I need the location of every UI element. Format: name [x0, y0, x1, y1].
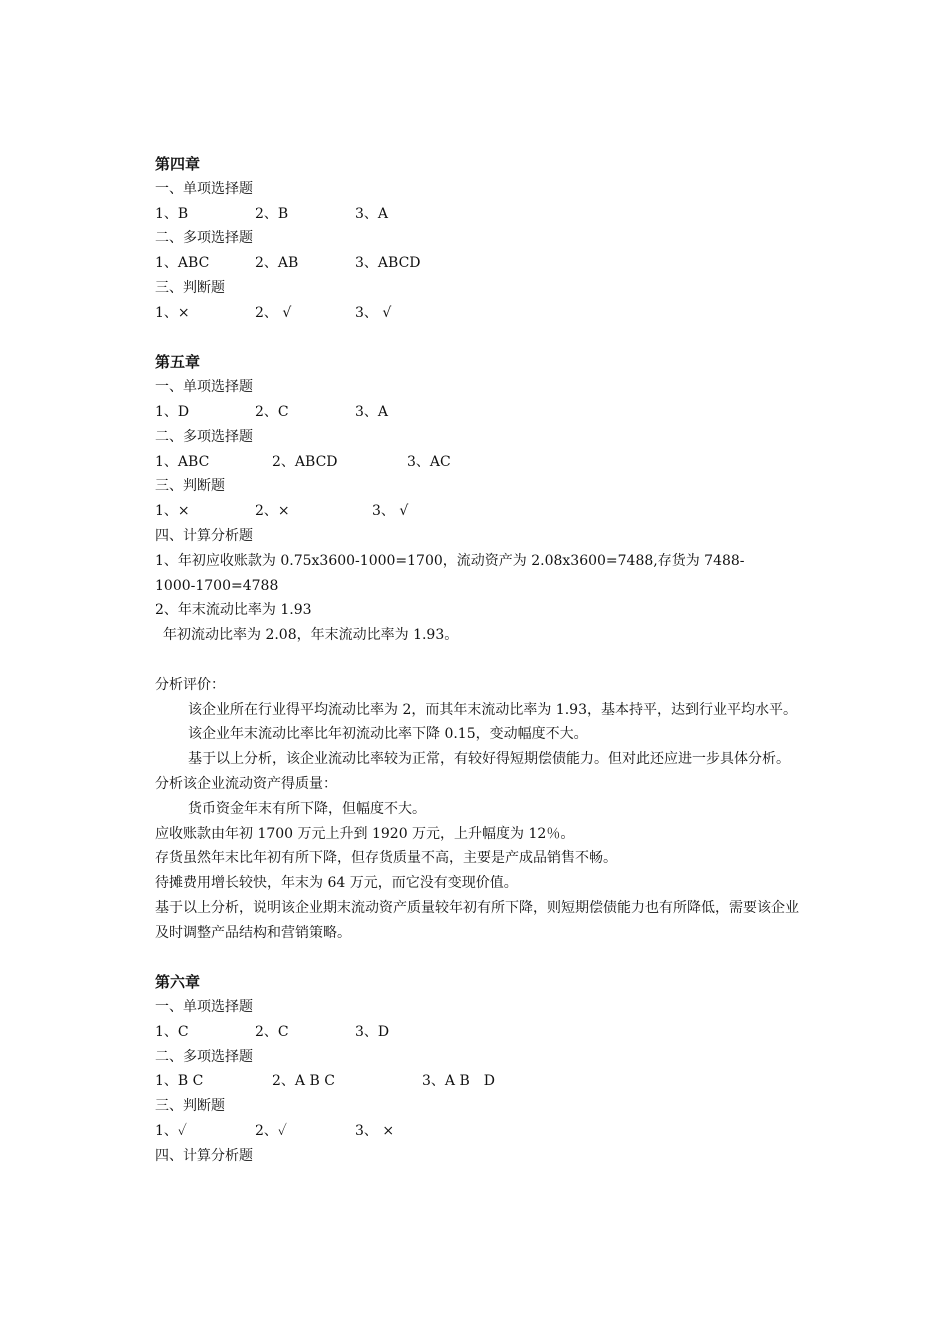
answer: 1、×	[155, 503, 190, 520]
quality-conclusion: 基于以上分析，说明该企业期末流动资产质量较年初有所下降，则短期偿债能力也有所降低，需要该企业及时调整产品结构和营销策略。	[155, 899, 799, 941]
answer: 3、AC	[407, 453, 451, 470]
answer: 3、 √	[372, 503, 409, 520]
answer: 3、A	[355, 205, 389, 222]
answer: 2、C	[255, 1023, 289, 1040]
evaluation-paragraph-3: 基于以上分析，该企业流动比率较为正常，有较好得短期偿债能力。但对此还应进一步具体分析。	[188, 751, 790, 768]
ch5-multi-choice-answers	[155, 450, 805, 475]
ch4-multi-choice-heading: 二、多项选择题	[155, 230, 253, 247]
ch6-judgement-answers	[155, 1119, 805, 1144]
answer: 3、 √	[355, 304, 392, 321]
chapter-6-title: 第六章	[155, 973, 201, 992]
quality-item-3: 存货虽然年末比年初有所下降，但存货质量不高，主要是产成品销售不畅。	[155, 850, 617, 867]
ch6-single-choice-answers	[155, 1020, 805, 1045]
evaluation-paragraph-1: 该企业所在行业得平均流动比率为 2，而其年末流动比率为 1.93，基本持平，达到行业平均水平。	[188, 701, 797, 718]
ch4-judgement-heading: 三、判断题	[155, 279, 225, 296]
ch6-single-choice-heading: 一、单项选择题	[155, 999, 253, 1016]
ch5-calc-2: 2、年末流动比率为 1.93	[155, 602, 312, 619]
ch5-calculation-heading: 四、计算分析题	[155, 527, 253, 544]
ch5-multi-choice-heading: 二、多项选择题	[155, 428, 253, 445]
evaluation-title: 分析评价：	[155, 676, 225, 693]
answer: 2、C	[255, 403, 289, 420]
document-page	[155, 152, 805, 1169]
ch4-multi-choice-answers	[155, 251, 805, 276]
answer: 2、A B C	[272, 1073, 335, 1090]
answer: 1、✓	[155, 1123, 187, 1140]
ch6-calculation-heading: 四、计算分析题	[155, 1147, 253, 1164]
chapter-5-title: 第五章	[155, 353, 201, 372]
answer: 2、AB	[255, 255, 299, 272]
ch5-single-choice-heading: 一、单项选择题	[155, 379, 253, 396]
answer: 3、D	[355, 1023, 390, 1040]
chapter-4-title: 第四章	[155, 155, 201, 173]
ch5-calc-1-line-a: 1、年初应收账款为 0.75x3600-1000=1700，流动资产为 2.08x3600=7488,存货为 7488-	[155, 552, 745, 569]
ch6-judgement-heading: 三、判断题	[155, 1098, 225, 1115]
answer: 2、ABCD	[272, 453, 338, 470]
answer: 3、ABCD	[355, 255, 421, 272]
quality-analysis-title: 分析该企业流动资产得质量：	[155, 775, 337, 792]
answer: 2、✓	[255, 1123, 287, 1140]
answer: 2、B	[255, 205, 289, 222]
ch5-calc-1-line-b: 1000-1700=4788	[155, 577, 279, 594]
answer: 2、 √	[255, 304, 292, 321]
answer: 1、B	[155, 205, 189, 222]
answer: 1、C	[155, 1023, 189, 1040]
ch4-single-choice-answers	[155, 202, 805, 227]
ch5-judgement-answers	[155, 499, 805, 524]
ch6-multi-choice-heading: 二、多项选择题	[155, 1048, 253, 1065]
answer: 1、×	[155, 304, 190, 321]
ch5-single-choice-answers	[155, 400, 805, 425]
answer: 3、A B D	[422, 1073, 495, 1090]
answer: 2、×	[255, 503, 290, 520]
answer: 3、A	[355, 403, 389, 420]
evaluation-paragraph-2: 该企业年末流动比率比年初流动比率下降 0.15，变动幅度不大。	[188, 726, 588, 743]
ch4-judgement-answers	[155, 301, 805, 326]
ch5-judgement-heading: 三、判断题	[155, 478, 225, 495]
answer: 1、D	[155, 403, 190, 420]
ch6-multi-choice-answers	[155, 1069, 805, 1094]
answer: 1、B C	[155, 1073, 204, 1090]
quality-item-2: 应收账款由年初 1700 万元上升到 1920 万元，上升幅度为 12％。	[155, 825, 575, 842]
quality-item-4: 待摊费用增长较快，年末为 64 万元，而它没有变现价值。	[155, 875, 518, 892]
answer: 3、 ×	[355, 1123, 395, 1140]
answer: 1、ABC	[155, 453, 210, 470]
quality-item-1: 货币资金年末有所下降，但幅度不大。	[188, 800, 426, 817]
ch5-calc-2-note: 年初流动比率为 2.08，年末流动比率为 1.93。	[163, 627, 459, 644]
ch4-single-choice-heading: 一、单项选择题	[155, 180, 253, 197]
answer: 1、ABC	[155, 255, 210, 272]
